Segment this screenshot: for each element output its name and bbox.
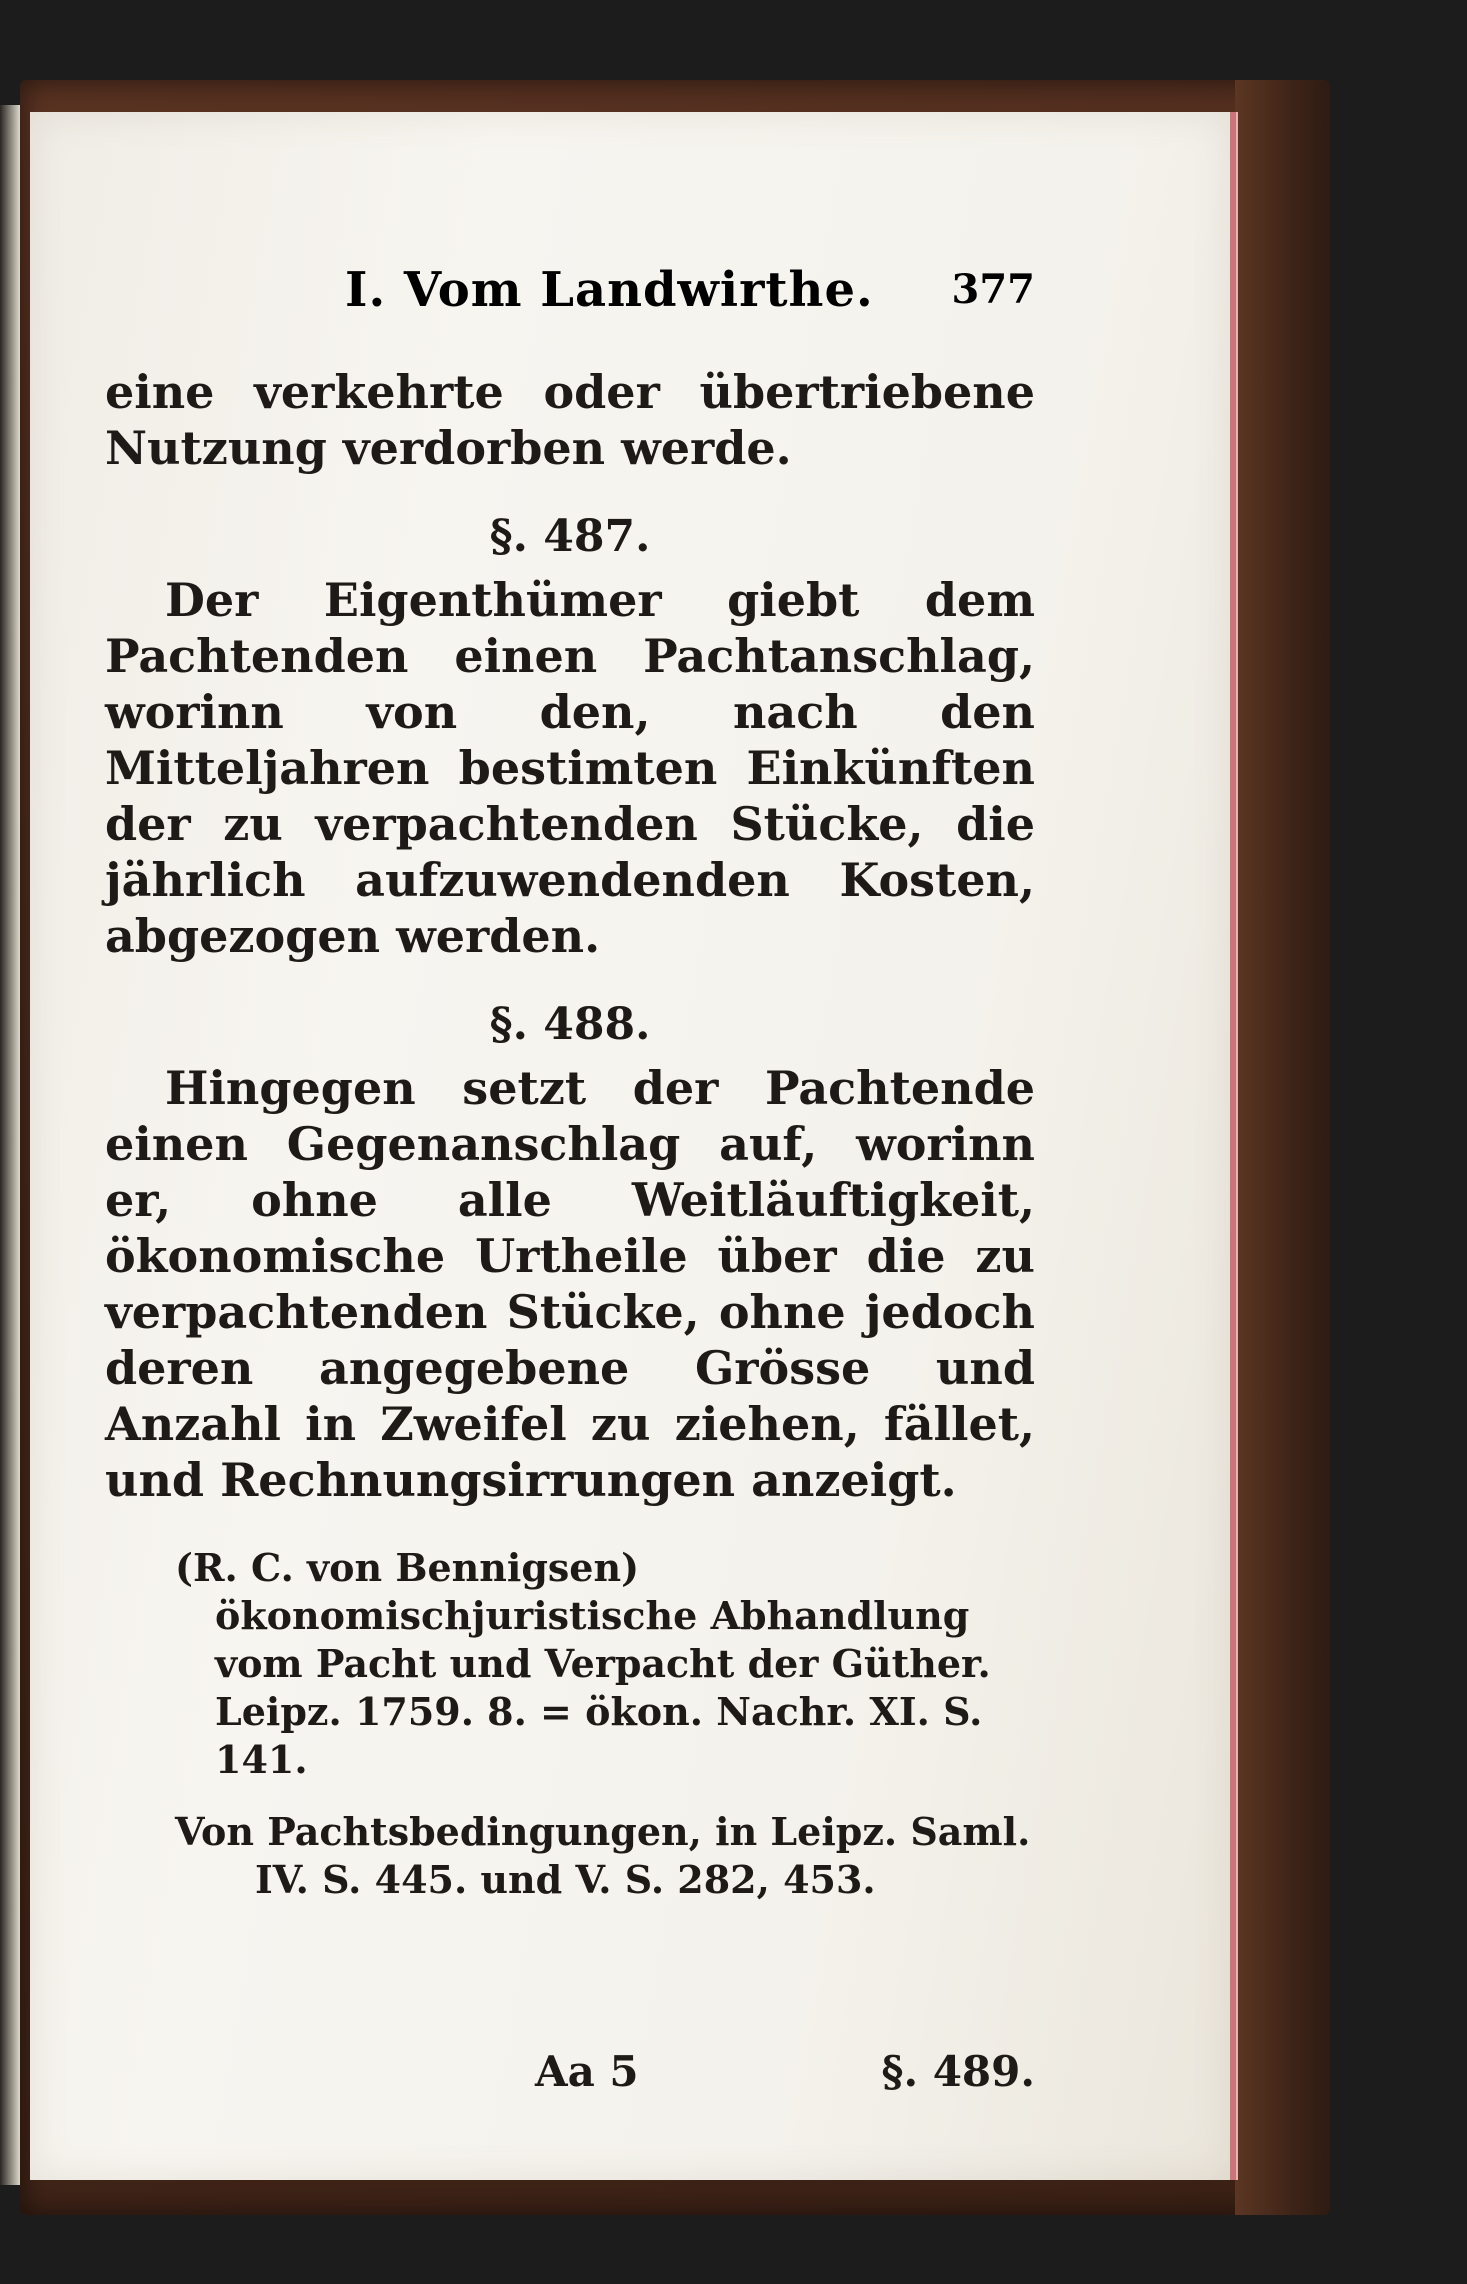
- signature-mark: Aa 5: [535, 2047, 639, 2096]
- page-body: [105, 364, 1035, 1904]
- book-page: [30, 112, 1236, 2180]
- reference-pachtsbedingungen: Von Pachtsbedingungen, in Leipz. Saml. IV. S. 445. und V. S. 282, 453.: [175, 1809, 1031, 1902]
- section-heading-488: §. 488.: [489, 999, 651, 1050]
- paragraph-continuation: eine verkehrte oder übertriebene Nutzung verdorben werde.: [105, 365, 1035, 475]
- section-text-488: Hingegen setzt der Pachtende einen Gegenanschlag auf, worinn er, ohne alle Weitläuftigkeit, ökonomische Urtheile über die zu verpachtenden Stücke, ohne jedoch deren angegebene Grösse und Anzahl in Zweifel zu ziehen, fället, und Rechnungsirrungen anzeigt.: [105, 1061, 1035, 1507]
- catchword: §. 489.: [881, 2047, 1035, 2096]
- page-footer: [105, 2047, 1035, 2107]
- reference-bennigsen: (R. C. von Bennigsen) ökonomischjuristische Abhandlung vom Pacht und Verpacht der Güther. Leipz. 1759. 8. = ökon. Nachr. XI. S. 141.: [175, 1545, 991, 1782]
- cover-edge: [1235, 80, 1330, 2215]
- running-header: [105, 262, 1035, 342]
- section-heading-487: §. 487.: [489, 511, 651, 562]
- page-number: 377: [951, 266, 1035, 313]
- section-text-487: Der Eigenthümer giebt dem Pachtenden einen Pachtanschlag, worinn von den, nach den Mitteljahren bestimten Einkünften der zu verpachtenden Stücke, die jährlich aufzuwendenden Kosten, abgezogen werden.: [105, 573, 1035, 963]
- running-title: I. Vom Landwirthe.: [345, 262, 874, 318]
